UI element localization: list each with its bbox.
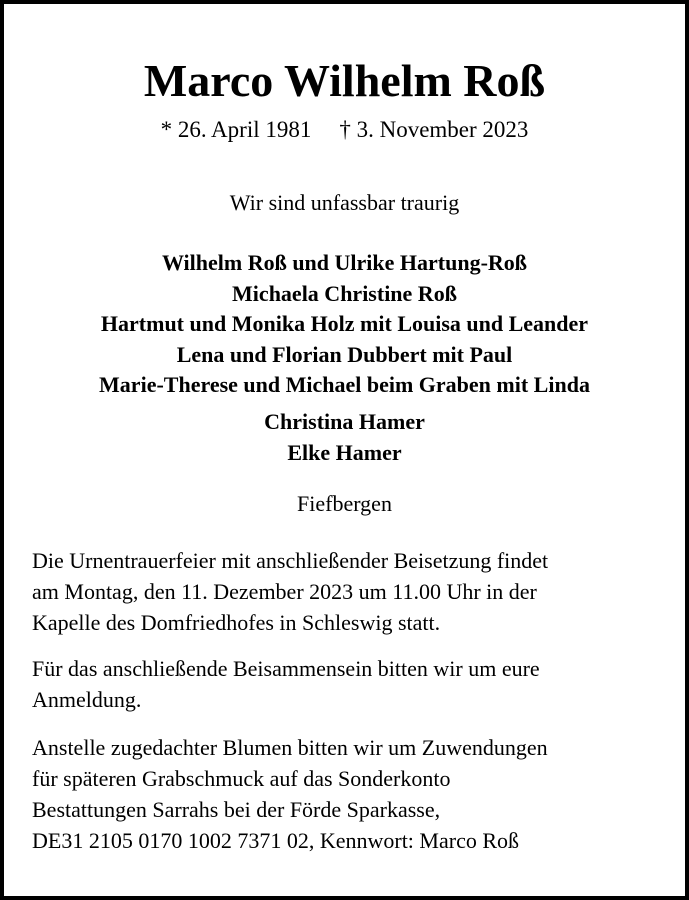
life-dates bbox=[4, 115, 685, 145]
donation-details bbox=[32, 732, 675, 856]
intro-text: Wir sind unfassbar traurig bbox=[229, 190, 460, 215]
mourner-entry: Christina Hamer bbox=[264, 409, 425, 434]
gathering-line: Anmeldung. bbox=[32, 687, 142, 712]
funeral-details bbox=[32, 545, 675, 638]
funeral-line: Kapelle des Domfriedhofes in Schleswig statt. bbox=[32, 610, 441, 635]
mourner-entry: Elke Hamer bbox=[287, 439, 402, 465]
mourner-entry: Lena und Florian Dubbert mit Paul bbox=[176, 341, 513, 367]
donation-line: Bestattungen Sarrahs bei der Förde Sparkasse, bbox=[32, 797, 441, 822]
deceased-name: Marco Wilhelm Roß bbox=[143, 55, 546, 106]
donation-line: für späteren Grabschmuck auf das Sonderkonto bbox=[32, 766, 451, 791]
donation-line: DE31 2105 0170 1002 7371 02, Kennwort: Marco Roß bbox=[32, 828, 520, 853]
gathering-line: Für das anschließende Beisammensein bitten wir um eure bbox=[32, 656, 540, 681]
death-date: † 3. November 2023 bbox=[339, 117, 529, 142]
mourner-entry: Hartmut und Monika Holz mit Louisa und Leander bbox=[100, 311, 589, 336]
funeral-line: am Montag, den 11. Dezember 2023 um 11.00 Uhr in der bbox=[32, 579, 537, 604]
birth-date: * 26. April 1981 bbox=[160, 117, 312, 142]
mourner-entry: Michaela Christine Roß bbox=[232, 280, 457, 306]
mourners-list-family bbox=[4, 248, 685, 401]
gathering-details bbox=[32, 653, 675, 715]
donation-line: Anstelle zugedachter Blumen bitten wir um Zuwendungen bbox=[32, 735, 548, 760]
mourner-entry: Wilhelm Roß und Ulrike Hartung-Roß bbox=[161, 250, 528, 275]
funeral-line: Die Urnentrauerfeier mit anschließender Beisetzung findet bbox=[32, 548, 549, 573]
place-of-residence: Fiefbergen bbox=[297, 491, 392, 516]
mourners-list-others bbox=[4, 407, 685, 468]
mourner-entry: Marie-Therese und Michael beim Graben mit Linda bbox=[99, 372, 590, 397]
